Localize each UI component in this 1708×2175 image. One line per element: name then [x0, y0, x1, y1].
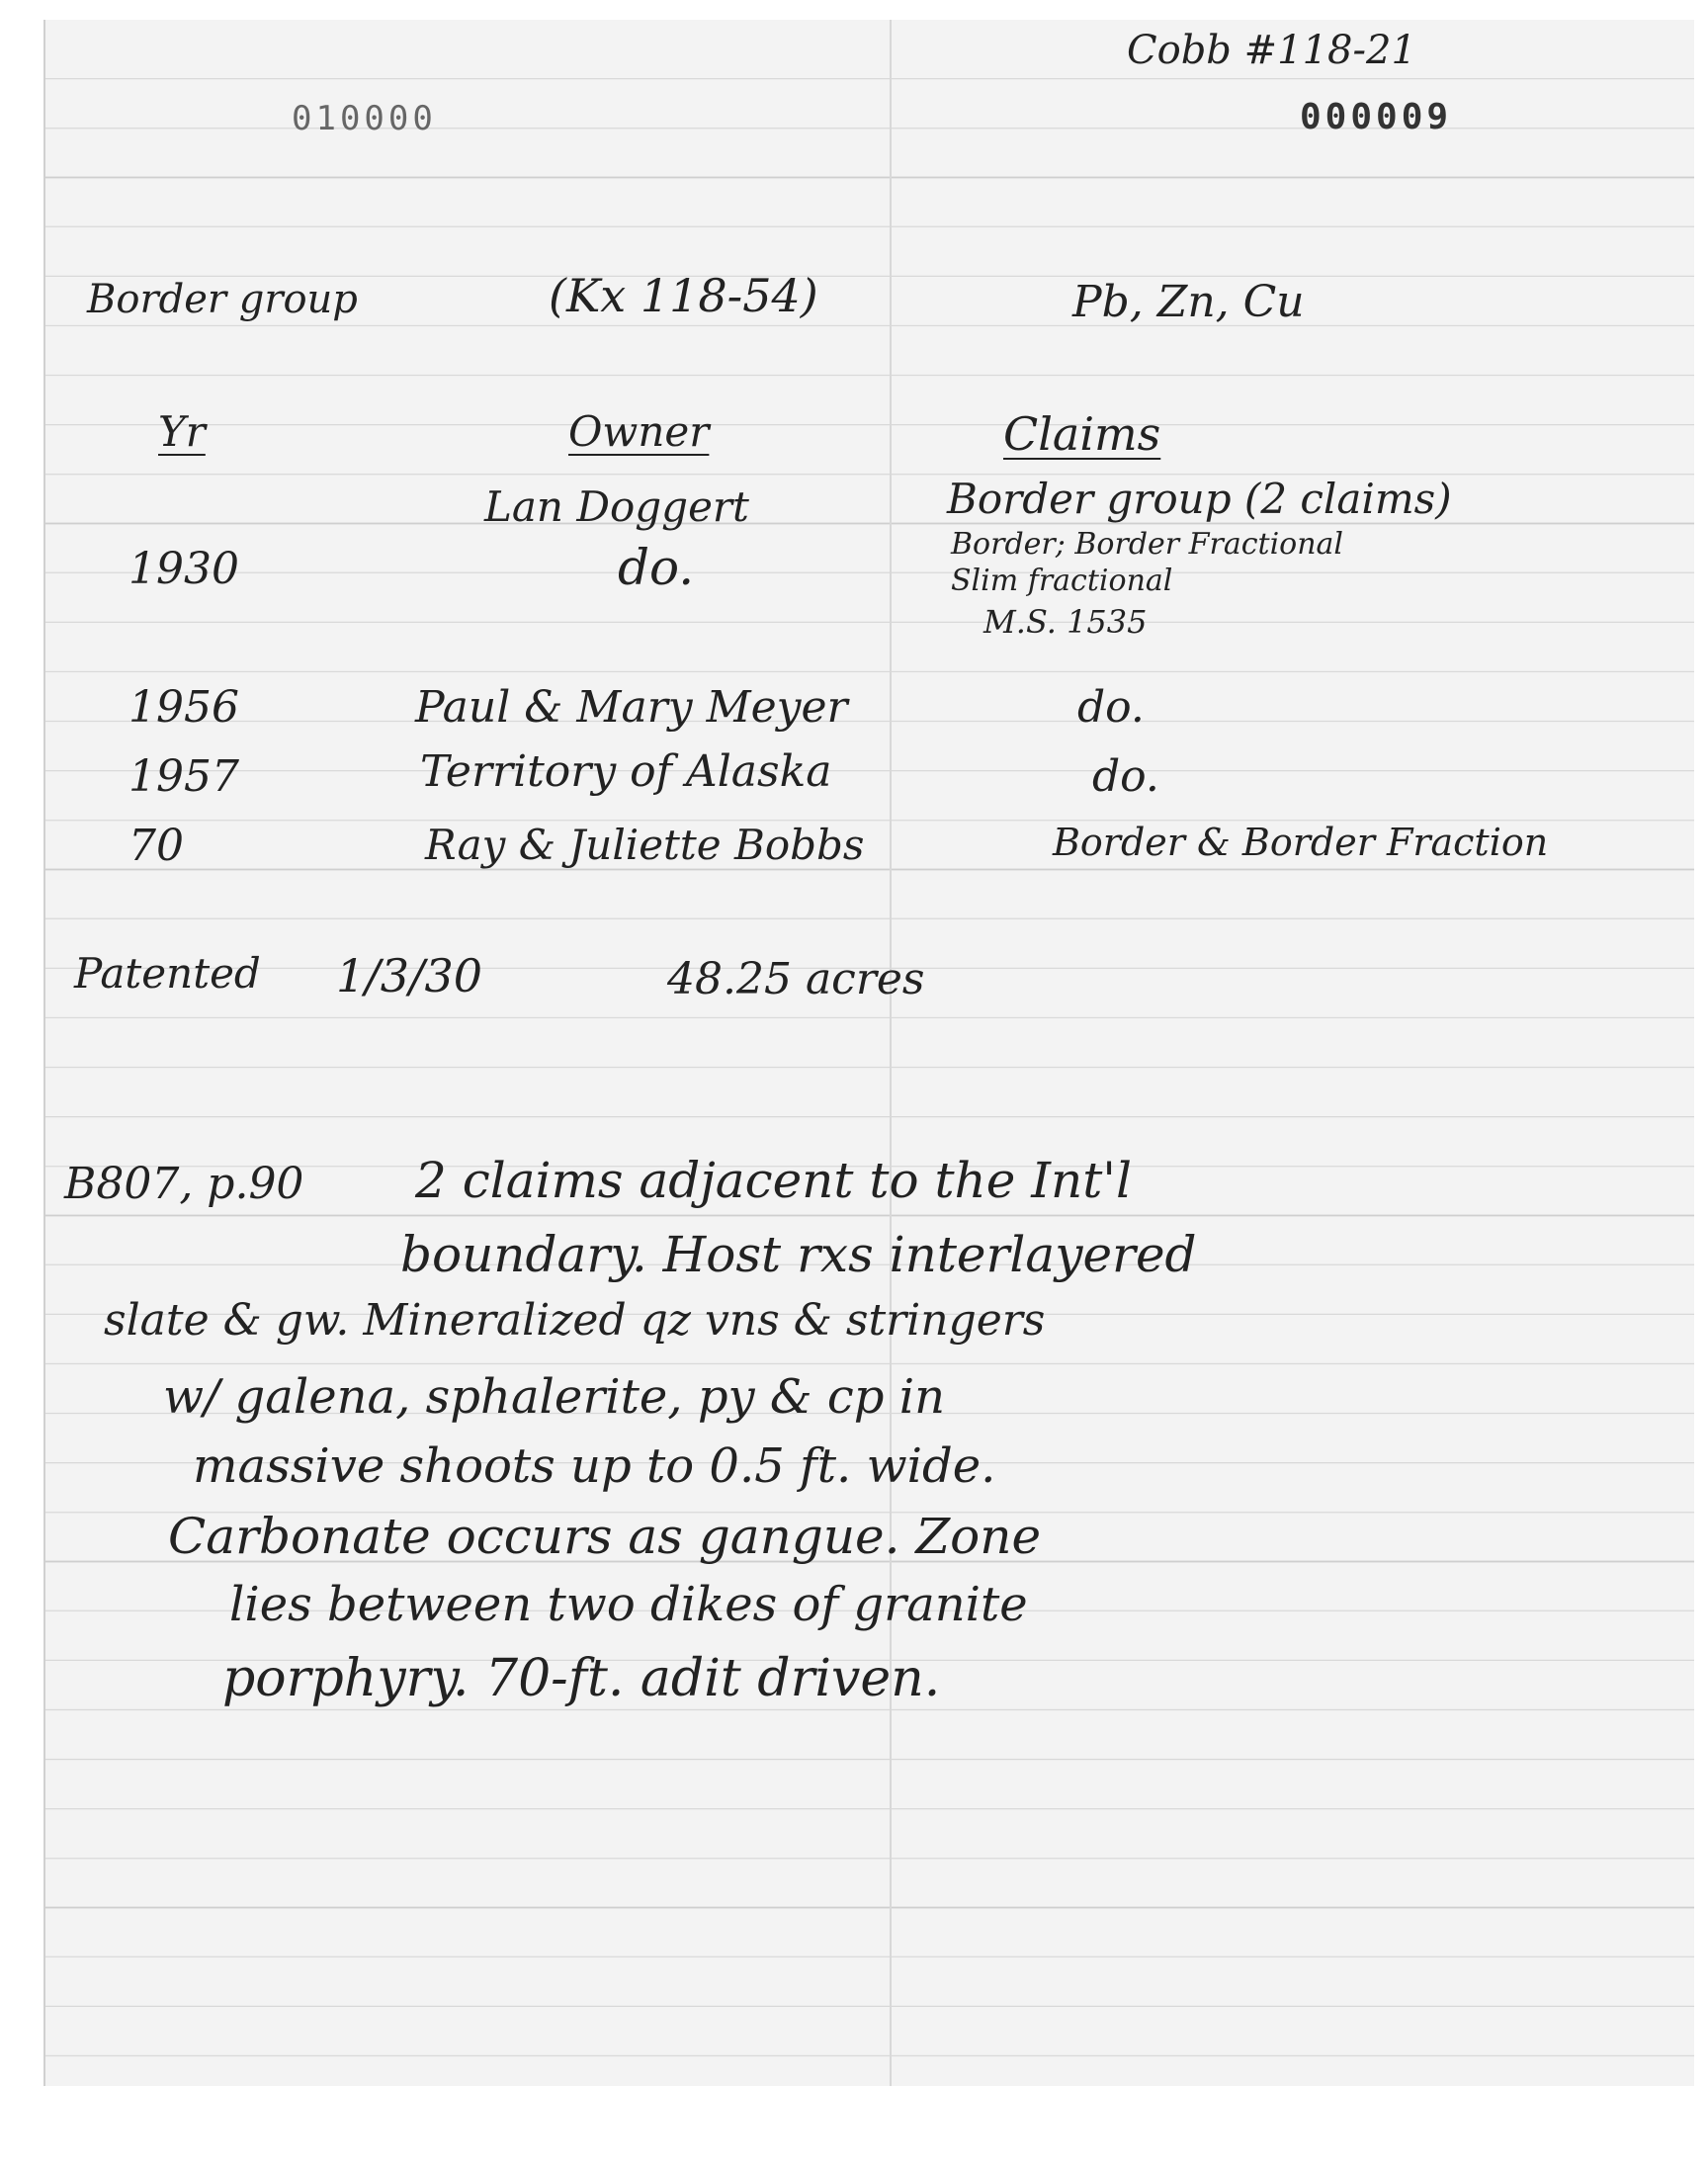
notes-line: w/ galena, sphalerite, py & cp in — [163, 1369, 946, 1425]
margin-line — [890, 20, 892, 2086]
lined-paper — [43, 20, 1694, 2086]
year-cell: 1957 — [128, 751, 239, 802]
notes-line: slate & gw. Mineralized qz vns & stringers — [104, 1295, 1046, 1346]
claims-cell-line2: Slim fractional — [951, 564, 1173, 598]
claims-cell: Border; Border Fractional — [951, 527, 1344, 562]
notes-line: boundary. Host rxs interlayered — [400, 1226, 1197, 1283]
year-cell: 1956 — [128, 682, 239, 733]
owner-cell: do. — [618, 539, 695, 596]
owner-cell: Paul & Mary Meyer — [415, 682, 848, 733]
owner-cell: Lan Doggert — [484, 482, 749, 531]
notes-line: lies between two dikes of granite — [229, 1577, 1028, 1632]
stamp-number-right: 000009 — [1300, 97, 1453, 137]
column-header-year: Yr — [158, 407, 206, 456]
patent-area: 48.25 acres — [667, 954, 925, 1004]
claims-cell: Border & Border Fraction — [1053, 821, 1549, 864]
notes-line: massive shoots up to 0.5 ft. wide. — [193, 1438, 996, 1494]
column-header-claims: Claims — [1003, 407, 1161, 461]
group-name: Border group — [87, 277, 358, 322]
notes-reference: B807, p.90 — [64, 1159, 304, 1209]
claims-cell: do. — [1092, 751, 1159, 802]
notes-line: Carbonate occurs as gangue. Zone — [168, 1508, 1042, 1565]
year-cell: 70 — [128, 821, 184, 871]
minerals: Pb, Zn, Cu — [1072, 277, 1305, 327]
owner-cell: Territory of Alaska — [420, 746, 832, 797]
claims-cell: Border group (2 claims) — [947, 475, 1452, 523]
year-cell: 1930 — [128, 544, 239, 594]
notes-line: 2 claims adjacent to the Int'l — [415, 1152, 1133, 1209]
notes-line: porphyry. 70-ft. adit driven. — [222, 1649, 941, 1708]
patent-date: 1/3/30 — [336, 949, 483, 1002]
stamp-number-left: 010000 — [292, 99, 437, 138]
group-code: (Kx 118-54) — [549, 269, 818, 322]
cobb-reference: Cobb #118-21 — [1127, 28, 1416, 73]
claims-cell-line3: M.S. 1535 — [983, 603, 1148, 641]
claims-cell: do. — [1077, 682, 1145, 733]
column-header-owner: Owner — [568, 407, 710, 456]
owner-cell: Ray & Juliette Bobbs — [425, 821, 865, 869]
patent-label: Patented — [74, 949, 261, 998]
